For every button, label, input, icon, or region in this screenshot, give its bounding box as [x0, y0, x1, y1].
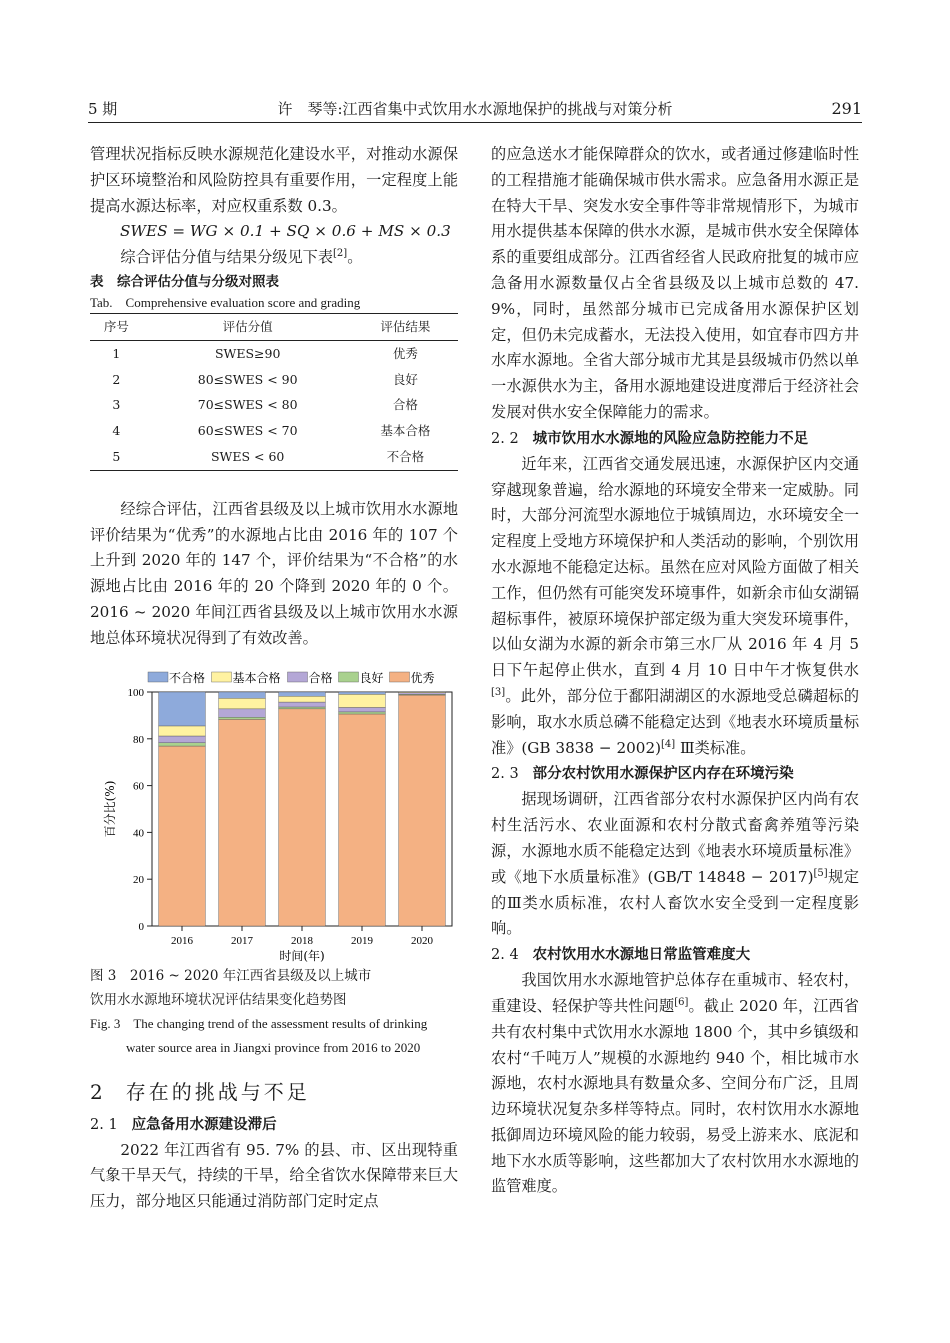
bar-segment-良好 [279, 707, 326, 709]
text: 。此外，部分位于鄱阳湖湖区的水源地受总磷超标的影响，取水水质总磷不能稳定达到《地表水环境质量标准》(GB 3838 − 2002) [491, 686, 859, 757]
cell: 良好 [392, 371, 418, 387]
legend-swatch-基本合格 [212, 672, 232, 682]
legend-label: 良好 [359, 670, 384, 685]
text: 近年来，江西省交通发展迅速，水源保护区内交通穿越现象普遍，给水源地的环境安全带来一定威胁。同时，大部分河流型水源地位于城镇周边，水环境安全一定程度上受地方环境保护和人类活动的影响，个别饮用水水源地不能稳定达标。虽然在应对风险方面做了相关工作，但仍然有可能突发环境事件，如新余市仙女湖镉超标事件，被原环境保护部定级为重大突发环境事件，以仙女湖为水源的新余市第三水厂从 2016 年 4 月 5 日下午起停止供水，直到 4 月 10 日中午才恢复供水 [491, 454, 859, 680]
bar-segment-不合格 [339, 692, 386, 694]
legend-label: 基本合格 [232, 670, 281, 685]
text: 。截止 2020 年，江西省共有农村集中式饮用水水源地 1800 个，其中乡镇级和农村“千吨万人”规模的水源地约 940 个，相比城市水源地，农村水源地具有数量众多、空间分布广泛，且周边环境状况复杂多样等特点。同时，农村饮用水水源地抵御周边环境风险的能力较弱，易受上游来水、底泥和地下水水质等影响，这些都加大了农村饮用水水源地的监管难度。 [491, 996, 859, 1196]
paragraph-2-3 [491, 787, 859, 942]
cell: SWES≥90 [214, 345, 281, 361]
x-tick-label: 2019 [351, 934, 373, 947]
header-index: 序号 [103, 318, 129, 334]
header-result: 评估结果 [380, 318, 431, 334]
bar-segment-合格 [339, 707, 386, 711]
cell: 2 [112, 371, 121, 387]
table-header-row [90, 313, 458, 340]
section-number: 2 [90, 1079, 106, 1104]
table-row [90, 444, 458, 470]
stacked-bar-chart [90, 664, 458, 964]
legend-swatch-良好 [339, 672, 359, 682]
bar-segment-不合格 [279, 692, 326, 696]
header-score: 评估分值 [222, 318, 273, 334]
cell: 80≤SWES < 90 [197, 371, 298, 387]
subsection-number: 2. 3 [491, 766, 519, 783]
subsection-number: 2. 2 [491, 430, 519, 447]
citation-ref[interactable]: [4] [661, 738, 676, 750]
bar-segment-合格 [159, 736, 206, 743]
figure-caption-cn [90, 964, 458, 1012]
cell: 1 [112, 345, 121, 361]
section-2-heading [90, 1078, 458, 1106]
bar-segment-基本合格 [219, 698, 266, 709]
paragraph-2-2 [491, 452, 859, 762]
left-column [90, 142, 458, 1215]
bar-segment-基本合格 [279, 696, 326, 702]
cell: 不合格 [386, 448, 425, 464]
text: Ⅲ类标准。 [675, 738, 756, 757]
legend-swatch-优秀 [390, 672, 410, 682]
bar-segment-合格 [279, 702, 326, 707]
y-tick-label: 100 [127, 686, 144, 699]
citation-ref[interactable]: [6] [674, 996, 689, 1008]
table-row [90, 418, 458, 444]
subsection-title: 应急备用水源建设滞后 [131, 1116, 277, 1133]
text: 据现场调研，江西省部分农村水源保护区内尚有农村生活污水、农业面源和农村分散式畜禽养殖等污染源，水源地水质不能稳定达到《地表水环境质量标准》或《地下水质量标准》(GB/T 14848 − 2017) [491, 790, 859, 886]
section-title: 存在的挑战与不足 [125, 1079, 310, 1104]
bar-segment-基本合格 [339, 694, 386, 707]
grading-table [90, 313, 458, 471]
citation-ref[interactable]: [2] [333, 248, 348, 260]
bar-segment-不合格 [159, 692, 206, 726]
issue-label: 5 期 [88, 100, 118, 118]
y-tick-label: 60 [133, 780, 144, 793]
subsection-title: 部分农村饮用水源保护区内存在环境污染 [532, 766, 794, 783]
paragraph-2-1: 2022 年江西省有 95. 7% 的县、市、区出现特重气象干旱天气，持续的干旱，给全省饮水保障带来巨大压力，部分地区只能通过消防部门定时定点 [90, 1140, 458, 1211]
paragraph-top: 管理状况指标反映水源规范化建设水平，对推动水源保护区环境整治和风险防控具有重要作用，一定程度上能提高水源达标率，对应权重系数 0.3。 [90, 145, 458, 215]
text: 规定的Ⅲ类水质标准，农村人畜饮水安全受到一定程度影响。 [491, 867, 859, 938]
bar-segment-优秀 [219, 719, 266, 926]
formula: SWES = WG × 0.1 + SQ × 0.6 + MS × 0.3 [120, 222, 451, 241]
y-tick-label: 80 [133, 733, 144, 746]
running-title: 许 琴等:江西省集中式饮用水水源地保护的挑战与对策分析 [277, 100, 673, 118]
text: 我国饮用水水源地管护总体存在重城市、轻农村，重建设、轻保护等共性问题 [491, 971, 859, 1015]
citation-ref[interactable]: [5] [813, 867, 828, 879]
x-tick-label: 2016 [171, 934, 193, 947]
bar-segment-良好 [339, 711, 386, 713]
figure-3 [90, 664, 458, 964]
cell: 4 [112, 423, 121, 439]
table-caption-en: Tab. Comprehensive evaluation score and grading [90, 294, 361, 310]
bar-segment-优秀 [279, 708, 326, 925]
legend-swatch-不合格 [148, 672, 168, 682]
subsection-number: 2. 1 [90, 1116, 118, 1133]
bar-segment-合格 [219, 708, 266, 716]
fig-caption-en-2: water source area in Jiangxi province from 2016 to 2020 [126, 1039, 421, 1055]
subsection-2-1-heading [90, 1112, 458, 1138]
legend-label: 优秀 [410, 670, 435, 685]
subsection-2-3-heading [491, 761, 859, 787]
bar-segment-优秀 [399, 695, 446, 926]
legend-label: 合格 [308, 670, 333, 685]
subsection-2-4-heading [491, 942, 859, 968]
subsection-title: 农村饮用水水源地日常监管难度大 [532, 947, 751, 964]
table-caption-cn: 表 综合评估分值与分级对照表 [90, 273, 279, 290]
fig-caption-cn-2: 饮用水水源地环境状况评估结果变化趋势图 [90, 991, 347, 1008]
bar-segment-良好 [219, 717, 266, 719]
x-tick-label: 2018 [291, 934, 313, 947]
paragraph-intro [90, 245, 458, 271]
cell: 5 [112, 448, 121, 464]
y-axis-label: 百分比(%) [103, 780, 117, 837]
subsection-title: 城市饮用水水源地的风险应急防控能力不足 [532, 430, 809, 447]
cell: 60≤SWES < 70 [197, 423, 298, 439]
figure-caption-en [90, 1012, 458, 1060]
page-number: 291 [831, 99, 862, 118]
intro-text: 综合评估分值与结果分级见下表 [120, 248, 334, 267]
fig-caption-en-1: Fig. 3 The changing trend of the assessment results of drinking [90, 1015, 428, 1031]
bar-segment-合格 [399, 692, 446, 694]
cell: 3 [112, 397, 121, 413]
fig-caption-cn-1: 图 3 2016 ~ 2020 年江西省县级及以上城市 [90, 967, 372, 984]
bar-segment-不合格 [219, 692, 266, 698]
bar-segment-基本合格 [399, 692, 446, 693]
cell: 优秀 [392, 345, 418, 361]
paragraph-eval: 经综合评估，江西省县级及以上城市饮用水水源地评价结果为“优秀”的水源地占比由 2016 年的 107 个上升到 2020 年的 147 个，评价结果为“不合格”的水源地占比由 2016 年的 20 个降到 2020 年的 0 个。2016 ~ 2020 年间江西省县级及以上城市饮用水水源地总体环境状况得到了有效改善。 [90, 499, 458, 647]
intro-end: 。 [347, 248, 363, 267]
citation-ref[interactable]: [3] [491, 686, 506, 698]
running-header [88, 98, 862, 123]
cell: 合格 [392, 397, 418, 413]
y-tick-label: 0 [138, 920, 144, 933]
x-tick-label: 2020 [411, 934, 433, 947]
x-axis-label: 时间(年) [279, 948, 325, 963]
legend-swatch-合格 [288, 672, 308, 682]
right-column [491, 142, 859, 1200]
cell: 基本合格 [380, 423, 431, 439]
bar-segment-优秀 [339, 714, 386, 926]
x-tick-label: 2017 [231, 934, 253, 947]
paragraph-continued: 的应急送水才能保障群众的饮水，或者通过修建临时性的工程措施才能确保城市供水需求。应急备用水源正是在特大干旱、突发水安全事件等非常规情形下，为城市用水提供基本保障的供水水源，是城市供水安全保障体系的重要组成部分。江西省经省人民政府批复的城市应急备用水源数量仅占全省县级及以上城市总数的 47. 9%，同时，虽然部分城市已完成备用水源保护区划定，但仍未完成蓄水，无法投入使用，如宜春市四方井水库水源地。全省大部分城市尤其是县级城市仍然以单一水源供水为主，备用水源地建设进度滞后于经济社会发展对供水安全保障能力的需求。 [491, 145, 859, 421]
cell: 70≤SWES < 80 [197, 397, 298, 413]
bar-segment-基本合格 [159, 725, 206, 735]
table-row [90, 367, 458, 393]
table-row [90, 392, 458, 418]
legend-label: 不合格 [169, 670, 206, 685]
bar-segment-优秀 [159, 746, 206, 926]
subsection-2-2-heading [491, 426, 859, 452]
paragraph-2-4 [491, 968, 859, 1200]
y-tick-label: 40 [133, 826, 144, 839]
cell: SWES < 60 [210, 448, 285, 464]
y-tick-label: 20 [133, 873, 144, 886]
bar-segment-良好 [159, 742, 206, 745]
table-row [90, 340, 458, 366]
subsection-number: 2. 4 [491, 947, 519, 964]
